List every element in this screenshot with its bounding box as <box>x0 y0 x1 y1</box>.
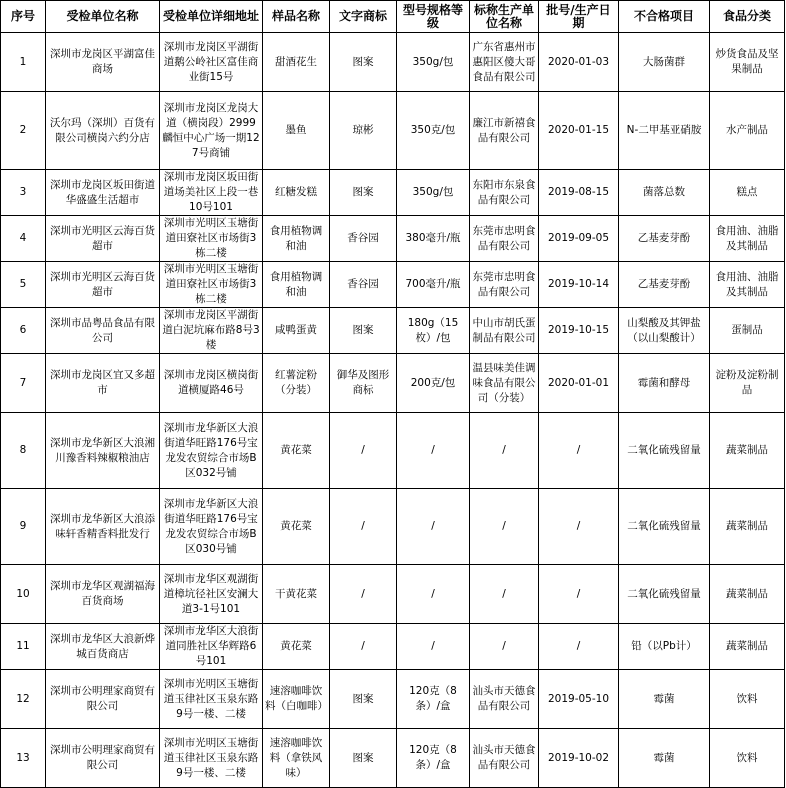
table-row <box>1 624 785 670</box>
header-unit-name: 受检单位名称 <box>46 1 160 33</box>
cell-failed-item: 大肠菌群 <box>619 33 710 92</box>
table-row <box>1 216 785 262</box>
cell-date: 2020-01-15 <box>539 92 619 170</box>
cell-unit-name: 深圳市光明区云海百货超市 <box>46 262 160 308</box>
cell-unit-name: 深圳市龙岗区坂田街道华盛盛生活超市 <box>46 170 160 216</box>
cell-unit-name: 深圳市龙岗区平湖富佳商场 <box>46 33 160 92</box>
cell-sample-name: 黄花菜 <box>263 413 330 489</box>
cell-category: 蔬菜制品 <box>710 565 785 624</box>
cell-sample-name: 墨鱼 <box>263 92 330 170</box>
header-index: 序号 <box>1 1 46 33</box>
table-row <box>1 354 785 413</box>
cell-unit-address: 深圳市光明区玉塘街道玉律社区玉泉东路9号一楼、二楼 <box>160 670 263 729</box>
cell-category: 蔬菜制品 <box>710 489 785 565</box>
cell-failed-item: 霉菌和酵母 <box>619 354 710 413</box>
cell-category: 食用油、油脂及其制品 <box>710 216 785 262</box>
table-row <box>1 565 785 624</box>
cell-producer: 中山市胡氏蛋制品有限公司 <box>470 308 539 354</box>
cell-category: 食用油、油脂及其制品 <box>710 262 785 308</box>
cell-index: 2 <box>1 92 46 170</box>
cell-failed-item: 乙基麦芽酚 <box>619 216 710 262</box>
cell-unit-name: 深圳市品粤品食品有限公司 <box>46 308 160 354</box>
header-spec: 型号规格等级 <box>397 1 470 33</box>
cell-failed-item: 菌落总数 <box>619 170 710 216</box>
cell-date: 2019-08-15 <box>539 170 619 216</box>
cell-producer: / <box>470 413 539 489</box>
cell-category: 饮料 <box>710 670 785 729</box>
cell-brand: 琼彬 <box>330 92 397 170</box>
table-header-row <box>1 1 785 33</box>
cell-producer: 汕头市天德食品有限公司 <box>470 670 539 729</box>
cell-failed-item: 二氧化硫残留量 <box>619 565 710 624</box>
cell-index: 4 <box>1 216 46 262</box>
cell-sample-name: 红薯淀粉（分装） <box>263 354 330 413</box>
cell-spec: / <box>397 489 470 565</box>
table-row <box>1 262 785 308</box>
cell-failed-item: 铅（以Pb计） <box>619 624 710 670</box>
cell-brand: / <box>330 489 397 565</box>
cell-unit-name: 深圳市龙岗区宜又多超市 <box>46 354 160 413</box>
cell-unit-address: 深圳市龙华区大浪街道同胜社区华辉路6号101 <box>160 624 263 670</box>
cell-unit-name: 深圳市龙华新区大浪湘川豫香料辣椒粮油店 <box>46 413 160 489</box>
cell-unit-address: 深圳市龙岗区坂田街道场美社区上段一巷10号101 <box>160 170 263 216</box>
cell-category: 饮料 <box>710 729 785 788</box>
cell-index: 5 <box>1 262 46 308</box>
cell-producer: 东莞市忠明食品有限公司 <box>470 262 539 308</box>
cell-producer: 广东省惠州市惠阳区傻大哥食品有限公司 <box>470 33 539 92</box>
cell-date: 2019-10-14 <box>539 262 619 308</box>
cell-unit-address: 深圳市龙华区观湖街道樟坑径社区安澜大道3-1号101 <box>160 565 263 624</box>
cell-failed-item: 霉菌 <box>619 670 710 729</box>
cell-index: 1 <box>1 33 46 92</box>
cell-spec: 120克（8条）/盒 <box>397 729 470 788</box>
cell-producer: / <box>470 624 539 670</box>
table-row <box>1 92 785 170</box>
table-row <box>1 489 785 565</box>
cell-sample-name: 黄花菜 <box>263 489 330 565</box>
cell-unit-address: 深圳市光明区玉塘街道田寮社区市场街3栋二楼 <box>160 262 263 308</box>
cell-index: 9 <box>1 489 46 565</box>
cell-spec: 120克（8条）/盒 <box>397 670 470 729</box>
cell-spec: 200克/包 <box>397 354 470 413</box>
cell-sample-name: 红糖发糕 <box>263 170 330 216</box>
cell-failed-item: N-二甲基亚硝胺 <box>619 92 710 170</box>
cell-date: / <box>539 489 619 565</box>
cell-producer: 廉江市新禧食品有限公司 <box>470 92 539 170</box>
cell-date: 2019-09-05 <box>539 216 619 262</box>
cell-sample-name: 食用植物调和油 <box>263 216 330 262</box>
cell-unit-name: 深圳市公明理家商贸有限公司 <box>46 670 160 729</box>
cell-brand: 图案 <box>330 33 397 92</box>
cell-spec: 350g/包 <box>397 170 470 216</box>
cell-brand: 图案 <box>330 308 397 354</box>
cell-unit-address: 深圳市光明区玉塘街道玉律社区玉泉东路9号一楼、二楼 <box>160 729 263 788</box>
cell-sample-name: 食用植物调和油 <box>263 262 330 308</box>
cell-unit-address: 深圳市龙岗区横岗街道横厦路46号 <box>160 354 263 413</box>
cell-failed-item: 二氧化硫残留量 <box>619 489 710 565</box>
cell-date: 2019-10-02 <box>539 729 619 788</box>
cell-failed-item: 霉菌 <box>619 729 710 788</box>
cell-category: 蔬菜制品 <box>710 624 785 670</box>
cell-brand: 香谷园 <box>330 216 397 262</box>
cell-unit-address: 深圳市龙岗区平湖街道白泥坑麻布路8号3楼 <box>160 308 263 354</box>
cell-spec: / <box>397 565 470 624</box>
table-row <box>1 670 785 729</box>
cell-failed-item: 二氧化硫残留量 <box>619 413 710 489</box>
cell-brand: / <box>330 413 397 489</box>
cell-index: 6 <box>1 308 46 354</box>
header-producer: 标称生产单位名称 <box>470 1 539 33</box>
cell-date: 2019-10-15 <box>539 308 619 354</box>
table-row <box>1 308 785 354</box>
cell-unit-name: 深圳市公明理家商贸有限公司 <box>46 729 160 788</box>
cell-category: 炒货食品及坚果制品 <box>710 33 785 92</box>
cell-sample-name: 干黄花菜 <box>263 565 330 624</box>
cell-date: / <box>539 565 619 624</box>
header-date: 批号/生产日期 <box>539 1 619 33</box>
cell-brand: 香谷园 <box>330 262 397 308</box>
cell-unit-name: 深圳市龙华区观湖福海百货商场 <box>46 565 160 624</box>
table-row <box>1 33 785 92</box>
cell-spec: 180g（15枚）/包 <box>397 308 470 354</box>
cell-index: 11 <box>1 624 46 670</box>
cell-spec: 700毫升/瓶 <box>397 262 470 308</box>
cell-date: / <box>539 624 619 670</box>
cell-unit-name: 沃尔玛（深圳）百货有限公司横岗六约分店 <box>46 92 160 170</box>
cell-category: 糕点 <box>710 170 785 216</box>
cell-sample-name: 甜酒花生 <box>263 33 330 92</box>
cell-unit-address: 深圳市龙岗区平湖街道鹅公岭社区富佳商业街15号 <box>160 33 263 92</box>
cell-index: 3 <box>1 170 46 216</box>
cell-date: / <box>539 413 619 489</box>
cell-failed-item: 乙基麦芽酚 <box>619 262 710 308</box>
table-row <box>1 413 785 489</box>
cell-producer: / <box>470 565 539 624</box>
cell-sample-name: 咸鸭蛋黄 <box>263 308 330 354</box>
cell-index: 10 <box>1 565 46 624</box>
header-unit-address: 受检单位详细地址 <box>160 1 263 33</box>
cell-date: 2019-05-10 <box>539 670 619 729</box>
cell-unit-address: 深圳市光明区玉塘街道田寮社区市场街3栋二楼 <box>160 216 263 262</box>
cell-brand: 图案 <box>330 729 397 788</box>
cell-producer: 东莞市忠明食品有限公司 <box>470 216 539 262</box>
cell-category: 淀粉及淀粉制品 <box>710 354 785 413</box>
cell-failed-item: 山梨酸及其钾盐（以山梨酸计） <box>619 308 710 354</box>
cell-index: 12 <box>1 670 46 729</box>
cell-spec: / <box>397 624 470 670</box>
cell-brand: / <box>330 624 397 670</box>
cell-brand: 图案 <box>330 170 397 216</box>
cell-unit-name: 深圳市龙华区大浪新烨城百货商店 <box>46 624 160 670</box>
cell-unit-address: 深圳市龙华新区大浪街道华旺路176号宝龙发农贸综合市场B区032号铺 <box>160 413 263 489</box>
cell-producer: 温县味美佳调味食品有限公司（分装） <box>470 354 539 413</box>
cell-sample-name: 黄花菜 <box>263 624 330 670</box>
cell-sample-name: 速溶咖啡饮料（白咖啡） <box>263 670 330 729</box>
table-row <box>1 170 785 216</box>
cell-category: 蛋制品 <box>710 308 785 354</box>
cell-brand: 御华及图形商标 <box>330 354 397 413</box>
cell-unit-address: 深圳市龙华新区大浪街道华旺路176号宝龙发农贸综合市场B区030号铺 <box>160 489 263 565</box>
cell-spec: 350g/包 <box>397 33 470 92</box>
cell-index: 7 <box>1 354 46 413</box>
cell-producer: 汕头市天德食品有限公司 <box>470 729 539 788</box>
table-row <box>1 729 785 788</box>
cell-index: 13 <box>1 729 46 788</box>
cell-index: 8 <box>1 413 46 489</box>
header-sample-name: 样品名称 <box>263 1 330 33</box>
header-brand: 文字商标 <box>330 1 397 33</box>
cell-producer: 东阳市东泉食品有限公司 <box>470 170 539 216</box>
cell-sample-name: 速溶咖啡饮料（拿铁风味） <box>263 729 330 788</box>
cell-date: 2020-01-01 <box>539 354 619 413</box>
cell-spec: / <box>397 413 470 489</box>
cell-unit-name: 深圳市光明区云海百货超市 <box>46 216 160 262</box>
cell-unit-name: 深圳市龙华新区大浪添味轩香精香料批发行 <box>46 489 160 565</box>
cell-producer: / <box>470 489 539 565</box>
cell-spec: 380毫升/瓶 <box>397 216 470 262</box>
cell-brand: / <box>330 565 397 624</box>
header-category: 食品分类 <box>710 1 785 33</box>
cell-unit-address: 深圳市龙岗区龙岗大道（横岗段）2999麟恒中心广场一期127号商铺 <box>160 92 263 170</box>
cell-spec: 350克/包 <box>397 92 470 170</box>
cell-category: 蔬菜制品 <box>710 413 785 489</box>
cell-category: 水产制品 <box>710 92 785 170</box>
header-failed-item: 不合格项目 <box>619 1 710 33</box>
cell-date: 2020-01-03 <box>539 33 619 92</box>
cell-brand: 图案 <box>330 670 397 729</box>
